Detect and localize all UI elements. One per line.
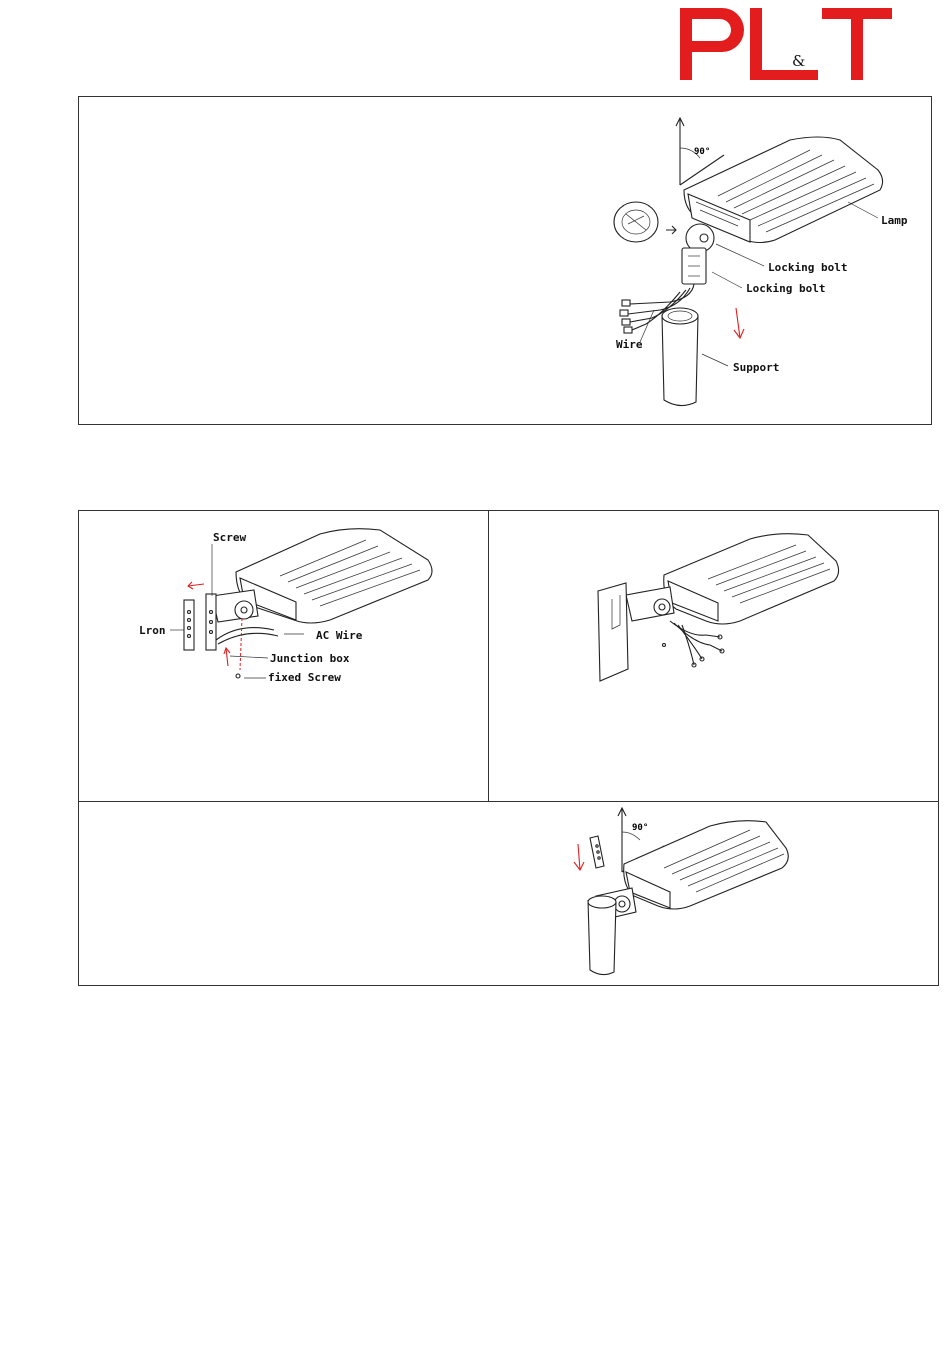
logo-ampersand: & [792,52,806,70]
plt-logo [676,4,896,84]
figure1-label-locking-bolt-2: Locking bolt [746,282,826,295]
figure3-mounted-bracket-diagram [590,525,850,685]
figure1-angle-label: 90° [694,147,711,157]
figure2-label-fixed-screw: fixed Screw [268,671,341,684]
figure2-label-junction-box: Junction box [270,652,350,665]
figure4-pole-mount-diagram [560,800,800,980]
figure4-panel [78,801,939,986]
figure2-label-screw: Screw [213,531,247,544]
figure1-label-support: Support [733,361,780,374]
figure2-label-ac-wire: AC Wire [316,629,363,642]
figure4-angle-label: 90° [632,823,649,833]
figure2-label-iron: Lron [139,624,166,637]
figure1-label-lamp: Lamp [881,214,908,227]
figure1-label-wire: Wire [616,338,643,351]
figure1-label-locking-bolt-1: Locking bolt [768,261,848,274]
